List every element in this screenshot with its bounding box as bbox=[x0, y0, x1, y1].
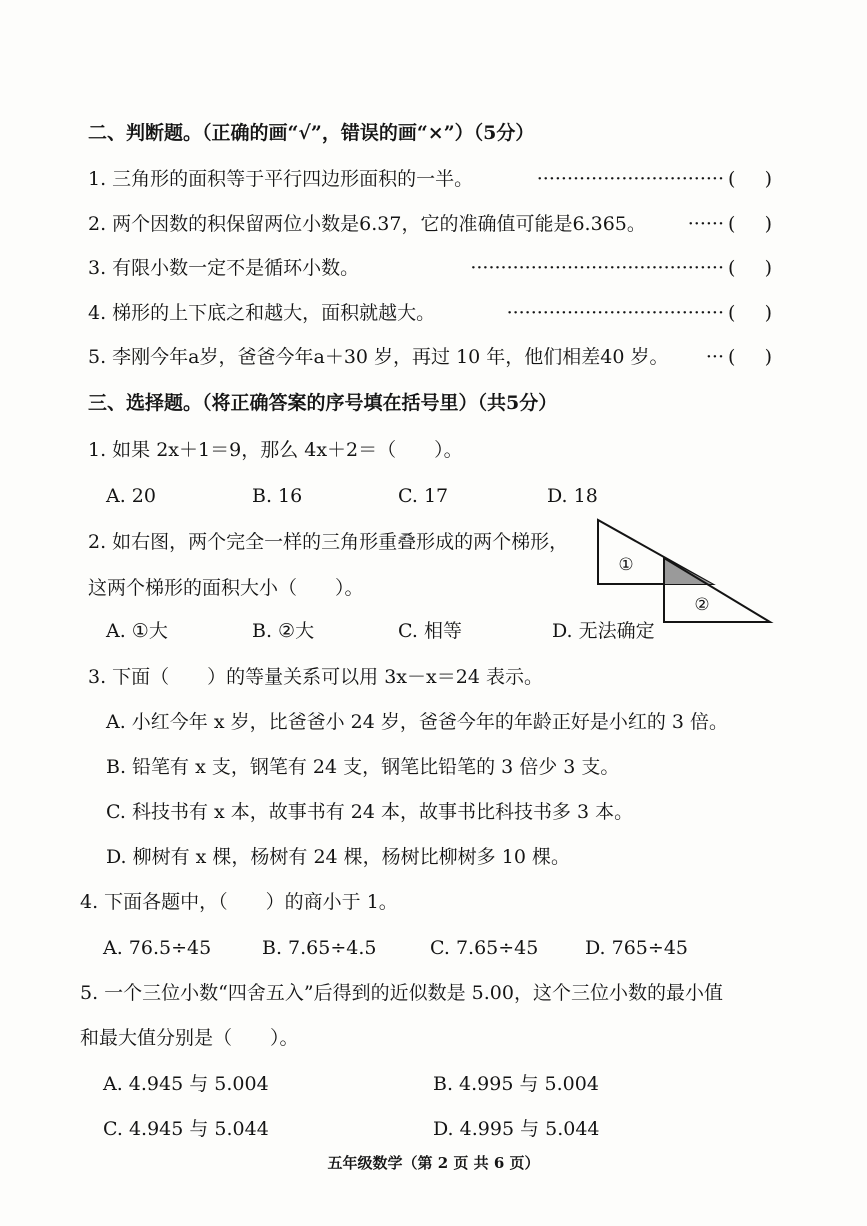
section2-heading: 二、判断题。（正确的画“√”，错误的画“×”）（5分） bbox=[88, 122, 535, 144]
choice-q4-option-c[interactable]: C. 7.65÷45 bbox=[430, 937, 539, 959]
judge-item-3: 3. 有限小数一定不是循环小数。 ·········································· ( ) bbox=[88, 257, 772, 279]
figure-label-2: ② bbox=[694, 595, 710, 615]
choice-q4-option-b[interactable]: B. 7.65÷4.5 bbox=[262, 937, 377, 959]
choice-q5-option-c[interactable]: C. 4.945 与 5.044 bbox=[103, 1118, 269, 1140]
judge-item-4: 4. 梯形的上下底之和越大，面积就越大。 ···································· ( ) bbox=[88, 302, 772, 324]
judge-item-2: 2. 两个因数的积保留两位小数是6.37，它的准确值可能是6.365。 ······ ( ) bbox=[88, 213, 772, 235]
choice-q1-option-d[interactable]: D. 18 bbox=[547, 485, 598, 507]
judge-item-1: 1. 三角形的面积等于平行四边形面积的一半。 ······························· ( ) bbox=[88, 168, 772, 190]
choice-q2-line2: 这两个梯形的面积大小（ ）。 bbox=[88, 577, 364, 599]
dot-leader: ··· bbox=[705, 346, 724, 368]
choice-q3-stem: 3. 下面（ ）的等量关系可以用 3x－x＝24 表示。 bbox=[88, 666, 543, 688]
judge-item-5: 5. 李刚今年a岁，爸爸今年a＋30 岁，再过 10 年，他们相差40 岁。 ··· ( ) bbox=[88, 346, 772, 368]
choice-q5-option-b[interactable]: B. 4.995 与 5.004 bbox=[433, 1073, 599, 1095]
figure-label-1: ① bbox=[618, 555, 634, 575]
choice-q5-line2: 和最大值分别是（ ）。 bbox=[80, 1027, 299, 1049]
judge-item-text: 4. 梯形的上下底之和越大，面积就越大。 bbox=[88, 302, 436, 324]
choice-q2-line1: 2. 如右图，两个完全一样的三角形重叠形成的两个梯形， bbox=[88, 531, 569, 553]
section3-heading: 三、选择题。（将正确答案的序号填在括号里）（共5分） bbox=[88, 392, 558, 414]
choice-q2-option-a[interactable]: A. ①大 bbox=[106, 620, 168, 642]
choice-q3-option-b[interactable]: B. 铅笔有 x 支，钢笔有 24 支，钢笔比铅笔的 3 倍少 3 支。 bbox=[106, 756, 620, 778]
choice-q1-option-a[interactable]: A. 20 bbox=[106, 485, 156, 507]
choice-q2-option-c[interactable]: C. 相等 bbox=[398, 620, 462, 642]
upper-triangle bbox=[598, 520, 712, 584]
lower-triangle bbox=[664, 558, 770, 622]
choice-q4-stem: 4. 下面各题中，（ ）的商小于 1。 bbox=[80, 891, 398, 913]
choice-q2-option-d[interactable]: D. 无法确定 bbox=[552, 620, 655, 642]
dot-leader: ·········································· bbox=[470, 257, 724, 279]
choice-q5-option-d[interactable]: D. 4.995 与 5.044 bbox=[433, 1118, 600, 1140]
dot-leader: ···································· bbox=[506, 302, 724, 324]
choice-q4-option-a[interactable]: A. 76.5÷45 bbox=[103, 937, 212, 959]
page-footer: 五年级数学（第 2 页 共 6 页） bbox=[327, 1154, 540, 1172]
choice-q1-option-b[interactable]: B. 16 bbox=[252, 485, 303, 507]
choice-q5-option-a[interactable]: A. 4.945 与 5.004 bbox=[103, 1073, 269, 1095]
choice-q4-option-d[interactable]: D. 765÷45 bbox=[585, 937, 688, 959]
choice-q3-option-d[interactable]: D. 柳树有 x 棵，杨树有 24 棵，杨树比柳树多 10 棵。 bbox=[106, 846, 570, 868]
dot-leader: ······························· bbox=[536, 168, 724, 190]
judge-item-text: 5. 李刚今年a岁，爸爸今年a＋30 岁，再过 10 年，他们相差40 岁。 bbox=[88, 346, 669, 368]
choice-q5-line1: 5. 一个三位小数“四舍五入”后得到的近似数是 5.00，这个三位小数的最小值 bbox=[80, 982, 723, 1004]
choice-q3-option-c[interactable]: C. 科技书有 x 本，故事书有 24 本，故事书比科技书多 3 本。 bbox=[106, 801, 634, 823]
choice-q3-option-a[interactable]: A. 小红今年 x 岁，比爸爸小 24 岁，爸爸今年的年龄正好是小红的 3 倍。 bbox=[106, 711, 729, 733]
choice-q2-option-b[interactable]: B. ②大 bbox=[252, 620, 315, 642]
judge-item-text: 3. 有限小数一定不是循环小数。 bbox=[88, 257, 360, 279]
judge-item-text: 2. 两个因数的积保留两位小数是6.37，它的准确值可能是6.365。 bbox=[88, 213, 646, 235]
judge-item-text: 1. 三角形的面积等于平行四边形面积的一半。 bbox=[88, 168, 474, 190]
dot-leader: ······ bbox=[687, 213, 724, 235]
choice-q1-option-c[interactable]: C. 17 bbox=[398, 485, 449, 507]
overlapping-triangles-figure bbox=[592, 516, 774, 626]
choice-q1-stem: 1. 如果 2x＋1＝9，那么 4x＋2＝（ ）。 bbox=[88, 439, 463, 461]
